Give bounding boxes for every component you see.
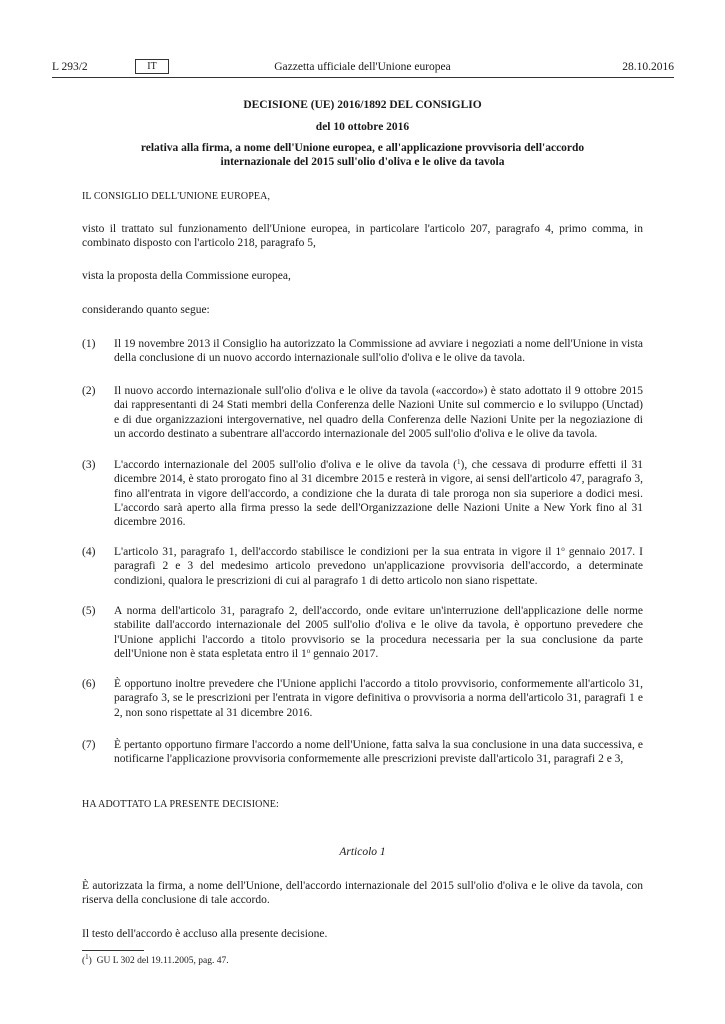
language-badge: IT <box>135 59 169 74</box>
recital-text: L'accordo internazionale del 2005 sull'olio d'oliva e le olive da tavola ($^1$), che cessava di produrre effetti il 31 dicembre 2014, è stato prorogato fino al 31 dicembre 2015 e resterà in vigore, ai sensi dell'articolo 47, paragrafo 3, fino all'entrata in vigore dell'accordo, a condizione che la durata di tale proroga non sia superiore a dodici mesi. L'accordo sarà aperto alla firma presso la sede dell'Organizzazione delle Nazioni Unite a New York fino al 31 dicembre 2016. <box>114 458 643 529</box>
council-heading: IL CONSIGLIO DELL'UNIONE EUROPEA, <box>82 191 271 202</box>
article-1-paragraph-2: Il testo dell'accordo è accluso alla presente decisione. <box>82 928 328 940</box>
recital-text: È opportuno inoltre prevedere che l'Unione applichi l'accordo a titolo provvisorio, conformemente all'articolo 31, paragrafo 3, se le prescrizioni per l'entrata in vigore definitiva o provvisoria a norma dell'articolo 31, paragrafi 1 e 2, non sono rispettate al 31 dicembre 2016. <box>114 678 643 719</box>
publication-date: 28.10.2016 <box>622 61 674 73</box>
recital-number: (4) <box>82 546 96 558</box>
recital-text: È pertanto opportuno firmare l'accordo a nome dell'Unione, fatta salva la sua conclusione in una data successiva, e notificarne l'applicazione provvisoria conformemente alle prescrizioni previste dall'articolo 31, paragrafi 2 e 3, <box>114 739 643 766</box>
journal-title: Gazzetta ufficiale dell'Unione europea <box>274 61 451 73</box>
recital-text: Il 19 novembre 2013 il Consiglio ha autorizzato la Commissione ad avviare i negoziati a nome dell'Unione in vista della conclusione di un nuovo accordo internazionale sull'olio d'oliva e le olive da tavola. <box>114 338 643 365</box>
recital-number: (1) <box>82 338 96 350</box>
decision-subject-line-2: internazionale del 2015 sull'olio d'oliva e le olive da tavola <box>220 156 505 168</box>
recital-text: L'articolo 31, paragrafo 1, dell'accordo stabilisce le condizioni per la sua entrata in vigore il 1$^o$ gennaio 2017. I paragrafi 2 e 3 del medesimo articolo prevedono un'applicazione provvisoria dell'accordo, a determinate condizioni, qualora le prescrizioni di cui al paragrafo 1 di detto articolo non siano rispettate. <box>114 545 643 587</box>
footnote-mark: 1 <box>85 953 89 961</box>
recital-number: (2) <box>82 385 96 397</box>
citation-treaty: visto il trattato sul funzionamento dell'Unione europea, in particolare l'articolo 207, paragrafo 4, primo comma, in combinato disposto con l'articolo 218, paragrafo 5, <box>82 223 643 250</box>
decision-date: del 10 ottobre 2016 <box>315 121 410 133</box>
article-1-paragraph-1: È autorizzata la firma, a nome dell'Unione, dell'accordo internazionale del 2015 sull'olio d'oliva e le olive da tavola, con riserva della conclusione di tale accordo. <box>82 880 643 907</box>
decision-title: DECISIONE (UE) 2016/1892 DEL CONSIGLIO <box>243 99 482 111</box>
recital-number: (5) <box>82 605 96 617</box>
decision-subject-line-1: relativa alla firma, a nome dell'Unione europea, e all'applicazione provvisoria dell'accordo <box>140 142 585 154</box>
whereas-intro: considerando quanto segue: <box>82 304 210 316</box>
citation-proposal: vista la proposta della Commissione europea, <box>82 270 291 282</box>
footnote-1: ($^1$) GU L 302 del 19.11.2005, pag. 47. <box>82 953 229 966</box>
recital-number: (6) <box>82 678 96 690</box>
footnote-reference[interactable]: 1 <box>457 458 461 466</box>
article-1-title: Articolo 1 <box>339 846 386 858</box>
recital-number: (7) <box>82 739 96 751</box>
recital-text: A norma dell'articolo 31, paragrafo 2, dell'accordo, onde evitare un'interruzione dell'applicazione delle norme stabilite dall'accordo internazionale del 2005 sull'olio d'oliva e le olive da tavola, è opportuno prevedere che l'Unione applichi l'accordo a titolo provvisorio se la procedura necessaria per la sua conclusione da parte dell'Unione non è stata espletata entro il 1$^o$ gennaio 2017. <box>114 605 643 660</box>
header-rule <box>52 77 674 78</box>
oj-reference: L 293/2 <box>52 61 88 73</box>
footnote-text: GU L 302 del 19.11.2005, pag. 47. <box>96 956 229 966</box>
footnote-rule <box>82 950 144 951</box>
recital-text: Il nuovo accordo internazionale sull'olio d'oliva e le olive da tavola («accordo») è stato adottato il 9 ottobre 2015 dai rappresentanti di 24 Stati membri della Conferenza delle Nazioni Unite sul commercio e lo sviluppo (Unctad) e di due organizzazioni intergovernative, nel quadro della Conferenza delle Nazioni Unite per la negoziazione di un accordo destinato a subentrare all'accordo internazionale del 2005 sull'olio d'oliva e le olive da tavola. <box>114 385 643 440</box>
adoption-formula: HA ADOTTATO LA PRESENTE DECISIONE: <box>82 799 279 810</box>
recital-number: (3) <box>82 459 96 471</box>
